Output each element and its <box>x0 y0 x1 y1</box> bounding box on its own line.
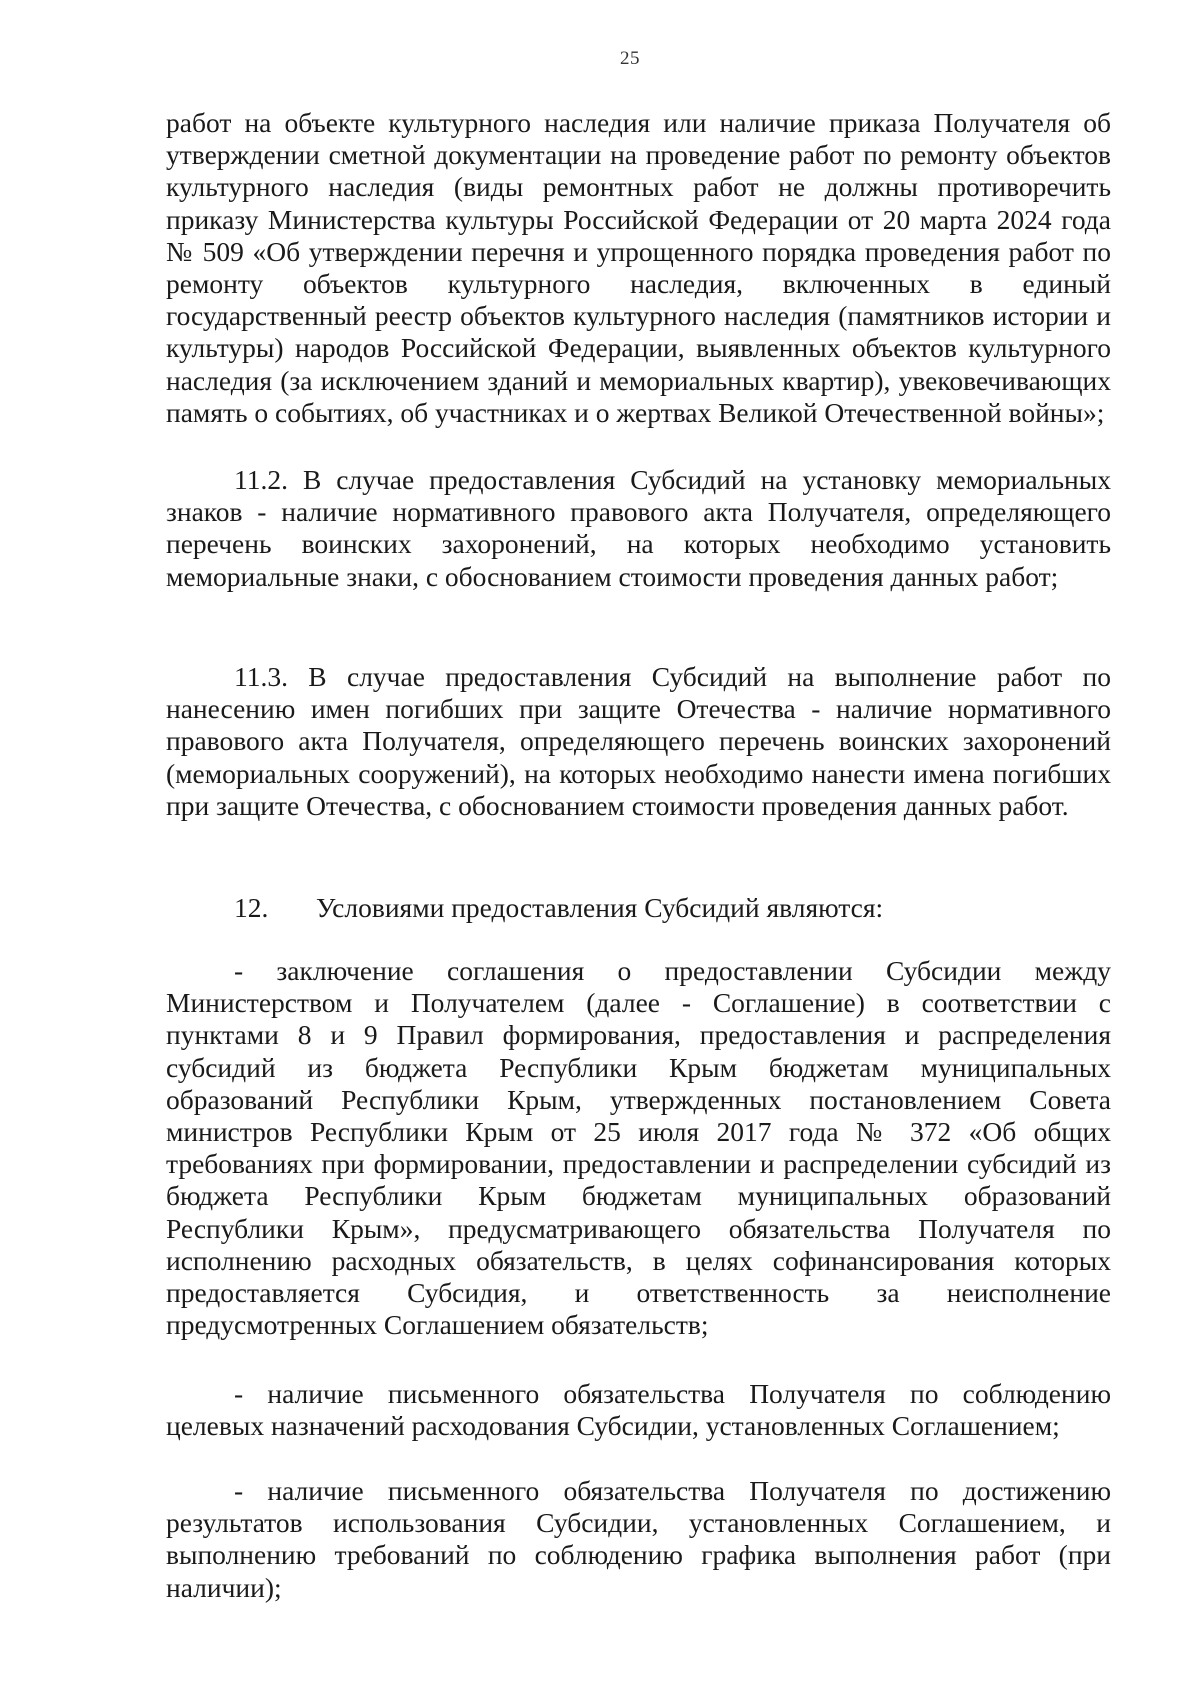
list-item: - наличие письменного обязательства Получателя по достижению результатов использования Субсидии, установленных Соглашением, и выполнению требований по соблюдению графика выполнения работ (при наличии); <box>166 1475 1111 1603</box>
list-item: - наличие письменного обязательства Получателя по соблюдению целевых назначений расходования Субсидии, установленных Соглашением; <box>166 1378 1111 1442</box>
bullet-target-use <box>166 1378 1111 1442</box>
bullet-results <box>166 1475 1111 1604</box>
paragraph-continuation <box>166 107 1111 429</box>
paragraph-number: 12. <box>234 892 269 923</box>
paragraph-heading <box>166 892 1111 924</box>
paragraph-12-heading <box>166 892 1111 924</box>
paragraph-11-3 <box>166 661 1111 822</box>
paragraph-text: работ на объекте культурного наследия или наличие приказа Получателя об утверждении сметной документации на проведение работ по ремонту объектов культурного наследия (виды ремонтных работ не должны противоречить приказу Министерства культуры Российской Федерации от 20 марта 2024 года № 509 «Об утверждении перечня и упрощенного порядка проведения работ по ремонту объектов культурного наследия, включенных в единый государственный реестр объектов культурного наследия (памятников истории и культуры) народов Российской Федерации, выявленных объектов культурного наследия (за исключением зданий и мемориальных квартир), увековечивающих память о событиях, об участниках и о жертвах Великой Отечественной войны»; <box>166 107 1111 428</box>
paragraph-text: 11.2. В случае предоставления Субсидий на установку мемориальных знаков - наличие нормативного правового акта Получателя, определяющего перечень воинских захоронений, на которых необходимо установить мемориальные знаки, с обоснованием стоимости проведения данных работ; <box>166 464 1111 592</box>
bullet-agreement <box>166 955 1111 1341</box>
list-item: - заключение соглашения о предоставлении Субсидии между Министерством и Получателем (далее - Соглашение) в соответствии с пунктами 8 и 9 Правил формирования, предоставления и распределения субсидий из бюджета Республики Крым бюджетам муниципальных образований Республики Крым, утвержденных постановлением Совета министров Республики Крым от 25 июля 2017 года № 372 «Об общих требованиях при формировании, предоставлении и распределении субсидий из бюджета Республики Крым бюджетам муниципальных образований Республики Крым», предусматривающего обязательства Получателя по исполнению расходных обязательств, в целях софинансирования которых предоставляется Субсидия, и ответственность за неисполнение предусмотренных Соглашением обязательств; <box>166 955 1111 1341</box>
page-number: 25 <box>620 48 640 69</box>
paragraph-heading-text: Условиями предоставления Субсидий являются: <box>316 892 884 923</box>
paragraph-11-2 <box>166 464 1111 593</box>
paragraph-text: 11.3. В случае предоставления Субсидий на выполнение работ по нанесению имен погибших при защите Отечества - наличие нормативного правового акта Получателя, определяющего перечень воинских захоронений (мемориальных сооружений), на которых необходимо нанести имена погибших при защите Отечества, с обоснованием стоимости проведения данных работ. <box>166 661 1111 821</box>
